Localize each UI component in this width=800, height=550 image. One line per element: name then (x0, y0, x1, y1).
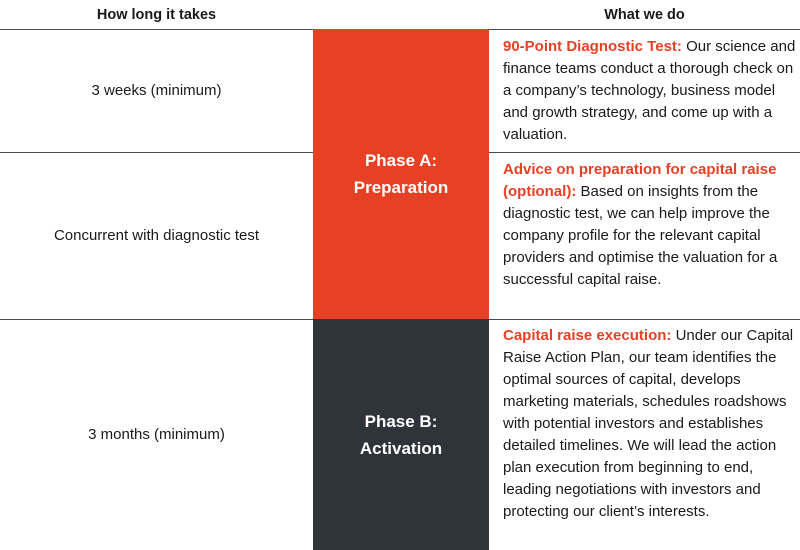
description-preparation-advice (503, 159, 798, 291)
description-lead: Capital raise execution: (503, 327, 672, 344)
row-divider-right (489, 152, 800, 153)
phase-b-block (313, 319, 489, 550)
column-header-activities: What we do (604, 7, 685, 23)
description-lead: 90-Point Diagnostic Test: (503, 38, 682, 55)
duration-cell-diagnostic: 3 weeks (minimum) (91, 82, 222, 99)
description-diagnostic-test (503, 36, 798, 146)
description-capital-raise (503, 325, 798, 523)
phase-a-block (313, 29, 489, 319)
phase-b-label-line2: Activation (359, 438, 443, 458)
duration-cell-preparation-advice: Concurrent with diagnostic test (53, 227, 260, 244)
phase-a-label-line2: Preparation (353, 178, 449, 197)
description-lead: Advice on preparation for capital raise (optional): (503, 161, 777, 200)
description-body: Under our Capital Raise Action Plan, our team identifies the optimal sources of capital, develops marketing materials, schedules roadshows with potential investors and establishes detailed timelines. We will lead the action plan execution from beginning to end, leading negotiations with investors and protecting our client’s interests. (503, 327, 794, 520)
column-header-duration: How long it takes (96, 7, 217, 23)
description-body: Based on insights from the diagnostic test, we can help improve the company profile for the relevant capital providers and optimise the valuation for a successful capital raise. (503, 183, 778, 288)
description-body: Our science and finance teams conduct a thorough check on a company’s technology, business model and growth strategy, and come up with a valuation. (503, 38, 796, 143)
phase-b-label-line1: Phase B: (364, 411, 438, 431)
duration-cell-capital-raise: 3 months (minimum) (88, 426, 225, 443)
phase-a-label-line1: Phase A: (364, 151, 438, 170)
